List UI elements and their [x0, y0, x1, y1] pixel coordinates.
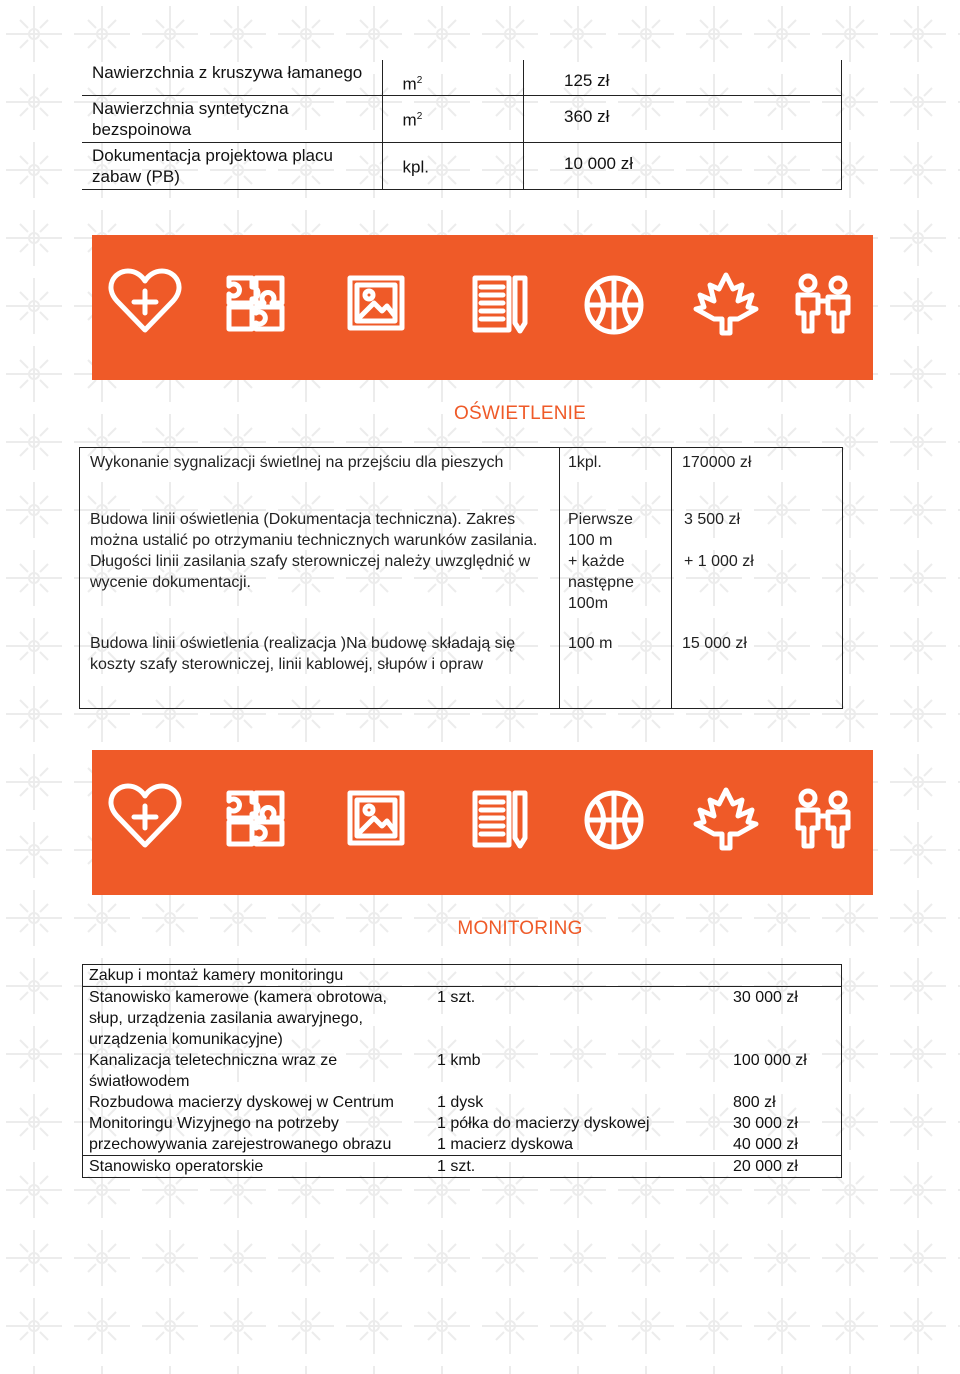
heart-plus-icon	[111, 271, 179, 330]
table-row	[82, 95, 842, 142]
table-row	[82, 60, 842, 95]
heart-plus-icon	[111, 786, 179, 845]
quantity-cell: 1 szt.	[413, 1156, 727, 1178]
children-icon	[798, 276, 848, 331]
unit-cell: $m^2$	[382, 60, 523, 95]
basketball-icon	[587, 278, 641, 332]
quantity-cell: Pierwsze 100 m + każde następne 100m	[560, 496, 672, 623]
table-row	[82, 142, 842, 189]
quantity-cell: 100 m	[560, 623, 672, 709]
table-row	[83, 1050, 842, 1092]
top-price-table	[82, 60, 842, 190]
price-cell: 800 zł 30 000 zł 40 000 zł	[733, 1094, 798, 1153]
description-cell: Wykonanie sygnalizacji świetlnej na przejściu dla pieszych	[80, 448, 560, 497]
table-row	[83, 987, 842, 1051]
maple-leaf-icon	[696, 790, 756, 848]
item-cell: Nawierzchnia syntetyczna bezspoinowa	[82, 95, 382, 142]
unit-cell: $m^2$	[382, 95, 523, 142]
quantity-cell: 1kpl.	[560, 448, 672, 497]
price-cell: 170000 zł	[672, 448, 843, 497]
icon-banner	[92, 750, 873, 895]
item-cell: Nawierzchnia z kruszywa łamanego	[82, 60, 382, 95]
description-cell: Stanowisko operatorskie	[83, 1156, 414, 1178]
section-title-monitoring: MONITORING	[457, 918, 583, 939]
description-cell: Rozbudowa macierzy dyskowej w Centrum Monitoringu Wizyjnego na potrzeby przechowywania zarejestrowanego obrazu	[89, 1094, 394, 1153]
price-cell: 360 zł	[524, 95, 842, 142]
table-row	[83, 1092, 842, 1156]
basketball-icon	[587, 793, 641, 847]
description-cell: Budowa linii oświetlenia (Dokumentacja techniczna). Zakres można ustalić po otrzymaniu technicznych warunków zasilania. Długości linii zasilania szafy sterowniczej należy uwzględnić w wycenie dokumentacji.	[80, 496, 560, 623]
puzzle-icon	[229, 793, 282, 844]
price-cell: 15 000 zł	[672, 623, 843, 709]
icon-banner	[92, 235, 873, 380]
price-cell: 3 500 zł + 1 000 zł	[672, 496, 843, 623]
item-cell: Dokumentacja projektowa placu zabaw (PB)	[82, 142, 382, 189]
notepad-pencil-icon	[475, 793, 525, 846]
picture-icon	[350, 793, 402, 843]
description-cell: Kanalizacja teletechniczna wraz ze światłowodem	[89, 1052, 338, 1090]
notepad-pencil-icon	[475, 278, 525, 331]
table-row	[83, 1156, 842, 1178]
description-cell: Budowa linii oświetlenia (realizacja )Na budowę składają się koszty szafy sterowniczej, linii kablowej, słupów i opraw	[80, 623, 560, 709]
unit-cell: kpl.	[382, 142, 523, 189]
table-header-row	[83, 965, 842, 987]
price-cell: 20 000 zł	[727, 1156, 842, 1178]
table-row	[80, 496, 843, 623]
table-header: Zakup i montaż kamery monitoringu	[83, 965, 842, 987]
picture-icon	[350, 278, 402, 328]
monitoring-table	[82, 964, 842, 1178]
price-cell: 10 000 zł	[524, 142, 842, 189]
table-row	[80, 623, 843, 709]
description-cell: Stanowisko kamerowe (kamera obrotowa, słup, urządzenia zasilania awaryjnego, urządzenia komunikacyjne)	[89, 989, 387, 1048]
puzzle-icon	[229, 278, 282, 329]
maple-leaf-icon	[696, 275, 756, 333]
table-row	[80, 448, 843, 497]
children-icon	[798, 791, 848, 846]
price-cell: 125 zł	[524, 60, 842, 95]
section-title-lighting: OŚWIETLENIE	[453, 403, 587, 424]
lighting-table	[79, 447, 843, 709]
price-cell: 100 000 zł	[733, 1052, 807, 1069]
quantity-cell: 1 kmb	[437, 1052, 481, 1069]
quantity-cell: 1 szt.	[437, 989, 476, 1006]
price-cell: 30 000 zł	[733, 989, 798, 1006]
quantity-cell: 1 dysk 1 półka do macierzy dyskowej 1 macierz dyskowa	[437, 1094, 650, 1153]
